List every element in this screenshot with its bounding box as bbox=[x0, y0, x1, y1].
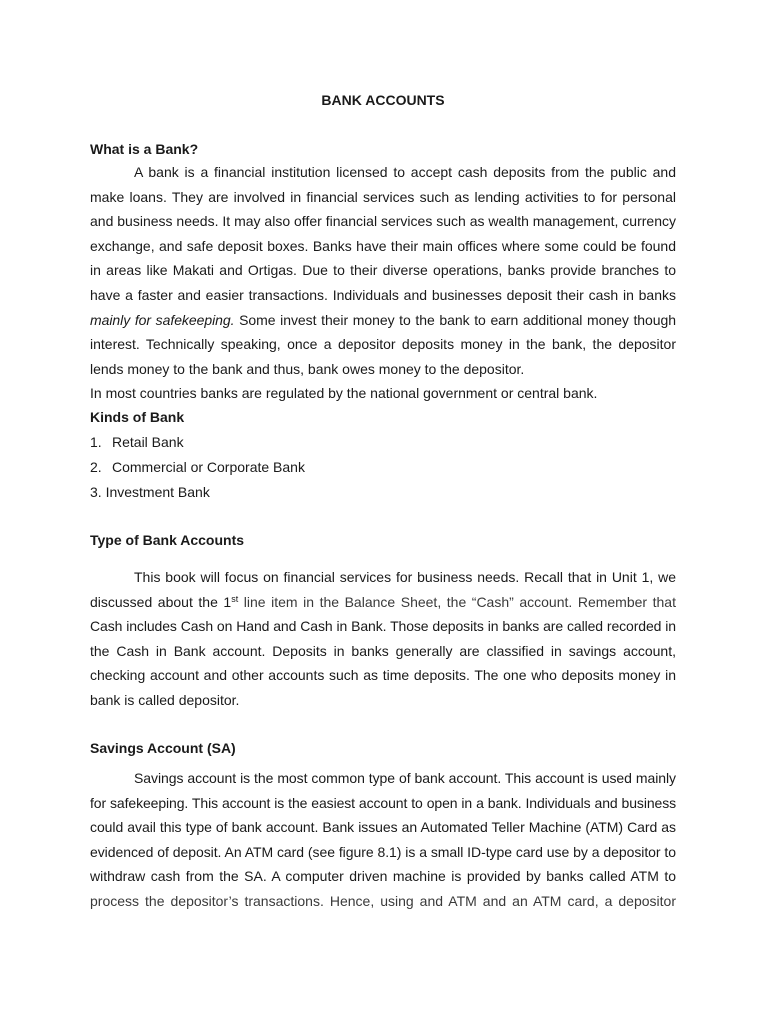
document-page bbox=[90, 0, 676, 1024]
paragraph-line-with-superscript bbox=[90, 590, 676, 615]
paragraph-line: checking account and other accounts such as time deposits. The one who deposits money in bbox=[90, 667, 676, 684]
paragraph-line: could avail this type of bank account. Bank issues an Automated Teller Machine (ATM) Card as bbox=[90, 819, 676, 836]
paragraph-line: bank is called depositor. bbox=[90, 691, 240, 708]
paragraph-line-mixed bbox=[90, 308, 676, 333]
paragraph-line: interest. Technically speaking, once a depositor deposits money in the bank, the depositor bbox=[90, 336, 676, 353]
paragraph-type-of-bank-accounts bbox=[90, 565, 676, 713]
paragraph-what-is-a-bank bbox=[90, 160, 676, 381]
heading-kinds-of-bank: Kinds of Bank bbox=[90, 409, 185, 425]
paragraph-line-rest: Some invest their money to the bank to earn additional money though bbox=[234, 311, 676, 328]
list-item bbox=[90, 434, 184, 450]
paragraph-line: have a faster and easier transactions. Individuals and businesses deposit their cash in banks bbox=[90, 286, 676, 303]
paragraph-line: exchange, and safe deposit boxes. Banks have their main offices where some could be found bbox=[90, 237, 676, 254]
list-number: 1. bbox=[90, 434, 102, 450]
paragraph-line: make loans. They are involved in financial services such as lending activities to for personal bbox=[90, 188, 676, 205]
paragraph-line: Savings account is the most common type of bank account. This account is used mainly bbox=[134, 770, 676, 786]
list-item bbox=[90, 459, 305, 475]
list-item: 3. Investment Bank bbox=[90, 484, 210, 500]
regulation-sentence: In most countries banks are regulated by the national government or central bank. bbox=[90, 385, 598, 401]
paragraph-line-start: discussed about the 1 bbox=[90, 593, 232, 610]
italic-phrase: mainly for safekeeping. bbox=[90, 311, 235, 328]
list-number: 2. bbox=[90, 459, 102, 475]
heading-type-of-bank-accounts: Type of Bank Accounts bbox=[90, 532, 245, 548]
paragraph-line: process the depositor’s transactions. Hence, using and ATM and an ATM card, a depositor bbox=[90, 892, 676, 909]
paragraph-line: for safekeeping. This account is the easiest account to open in a bank. Individuals and business bbox=[90, 794, 676, 811]
paragraph-line: evidenced of deposit. An ATM card (see figure 8.1) is a small ID-type card use by a depositor to bbox=[90, 843, 676, 860]
list-label: Commercial or Corporate Bank bbox=[112, 459, 305, 475]
paragraph-line: withdraw cash from the SA. A computer driven machine is provided by banks called ATM to bbox=[90, 868, 676, 885]
paragraph-line: lends money to the bank and thus, bank owes money to the depositor. bbox=[90, 360, 525, 377]
ordinal-superscript: st bbox=[231, 593, 239, 604]
paragraph-line: A bank is a financial institution licensed to accept cash deposits from the public and bbox=[134, 164, 676, 180]
paragraph-line: and business needs. It may also offer financial services such as wealth management, currency bbox=[90, 213, 676, 230]
paragraph-line: the Cash in Bank account. Deposits in banks generally are classified in savings account, bbox=[90, 642, 676, 659]
paragraph-line: in areas like Makati and Ortigas. Due to their diverse operations, banks provide branches to bbox=[90, 262, 676, 279]
paragraph-line: This book will focus on financial services for business needs. Recall that in Unit 1, we bbox=[134, 569, 676, 585]
list-label: Retail Bank bbox=[112, 434, 184, 450]
paragraph-line-rest: line item in the Balance Sheet, the “Cash” account. Remember that bbox=[238, 593, 676, 610]
paragraph-savings-account bbox=[90, 766, 676, 914]
heading-what-is-a-bank: What is a Bank? bbox=[90, 141, 199, 157]
paragraph-line: Cash includes Cash on Hand and Cash in Bank. Those deposits in banks are called recorded in bbox=[90, 618, 676, 635]
page-title: BANK ACCOUNTS bbox=[321, 92, 445, 108]
heading-savings-account: Savings Account (SA) bbox=[90, 740, 236, 756]
